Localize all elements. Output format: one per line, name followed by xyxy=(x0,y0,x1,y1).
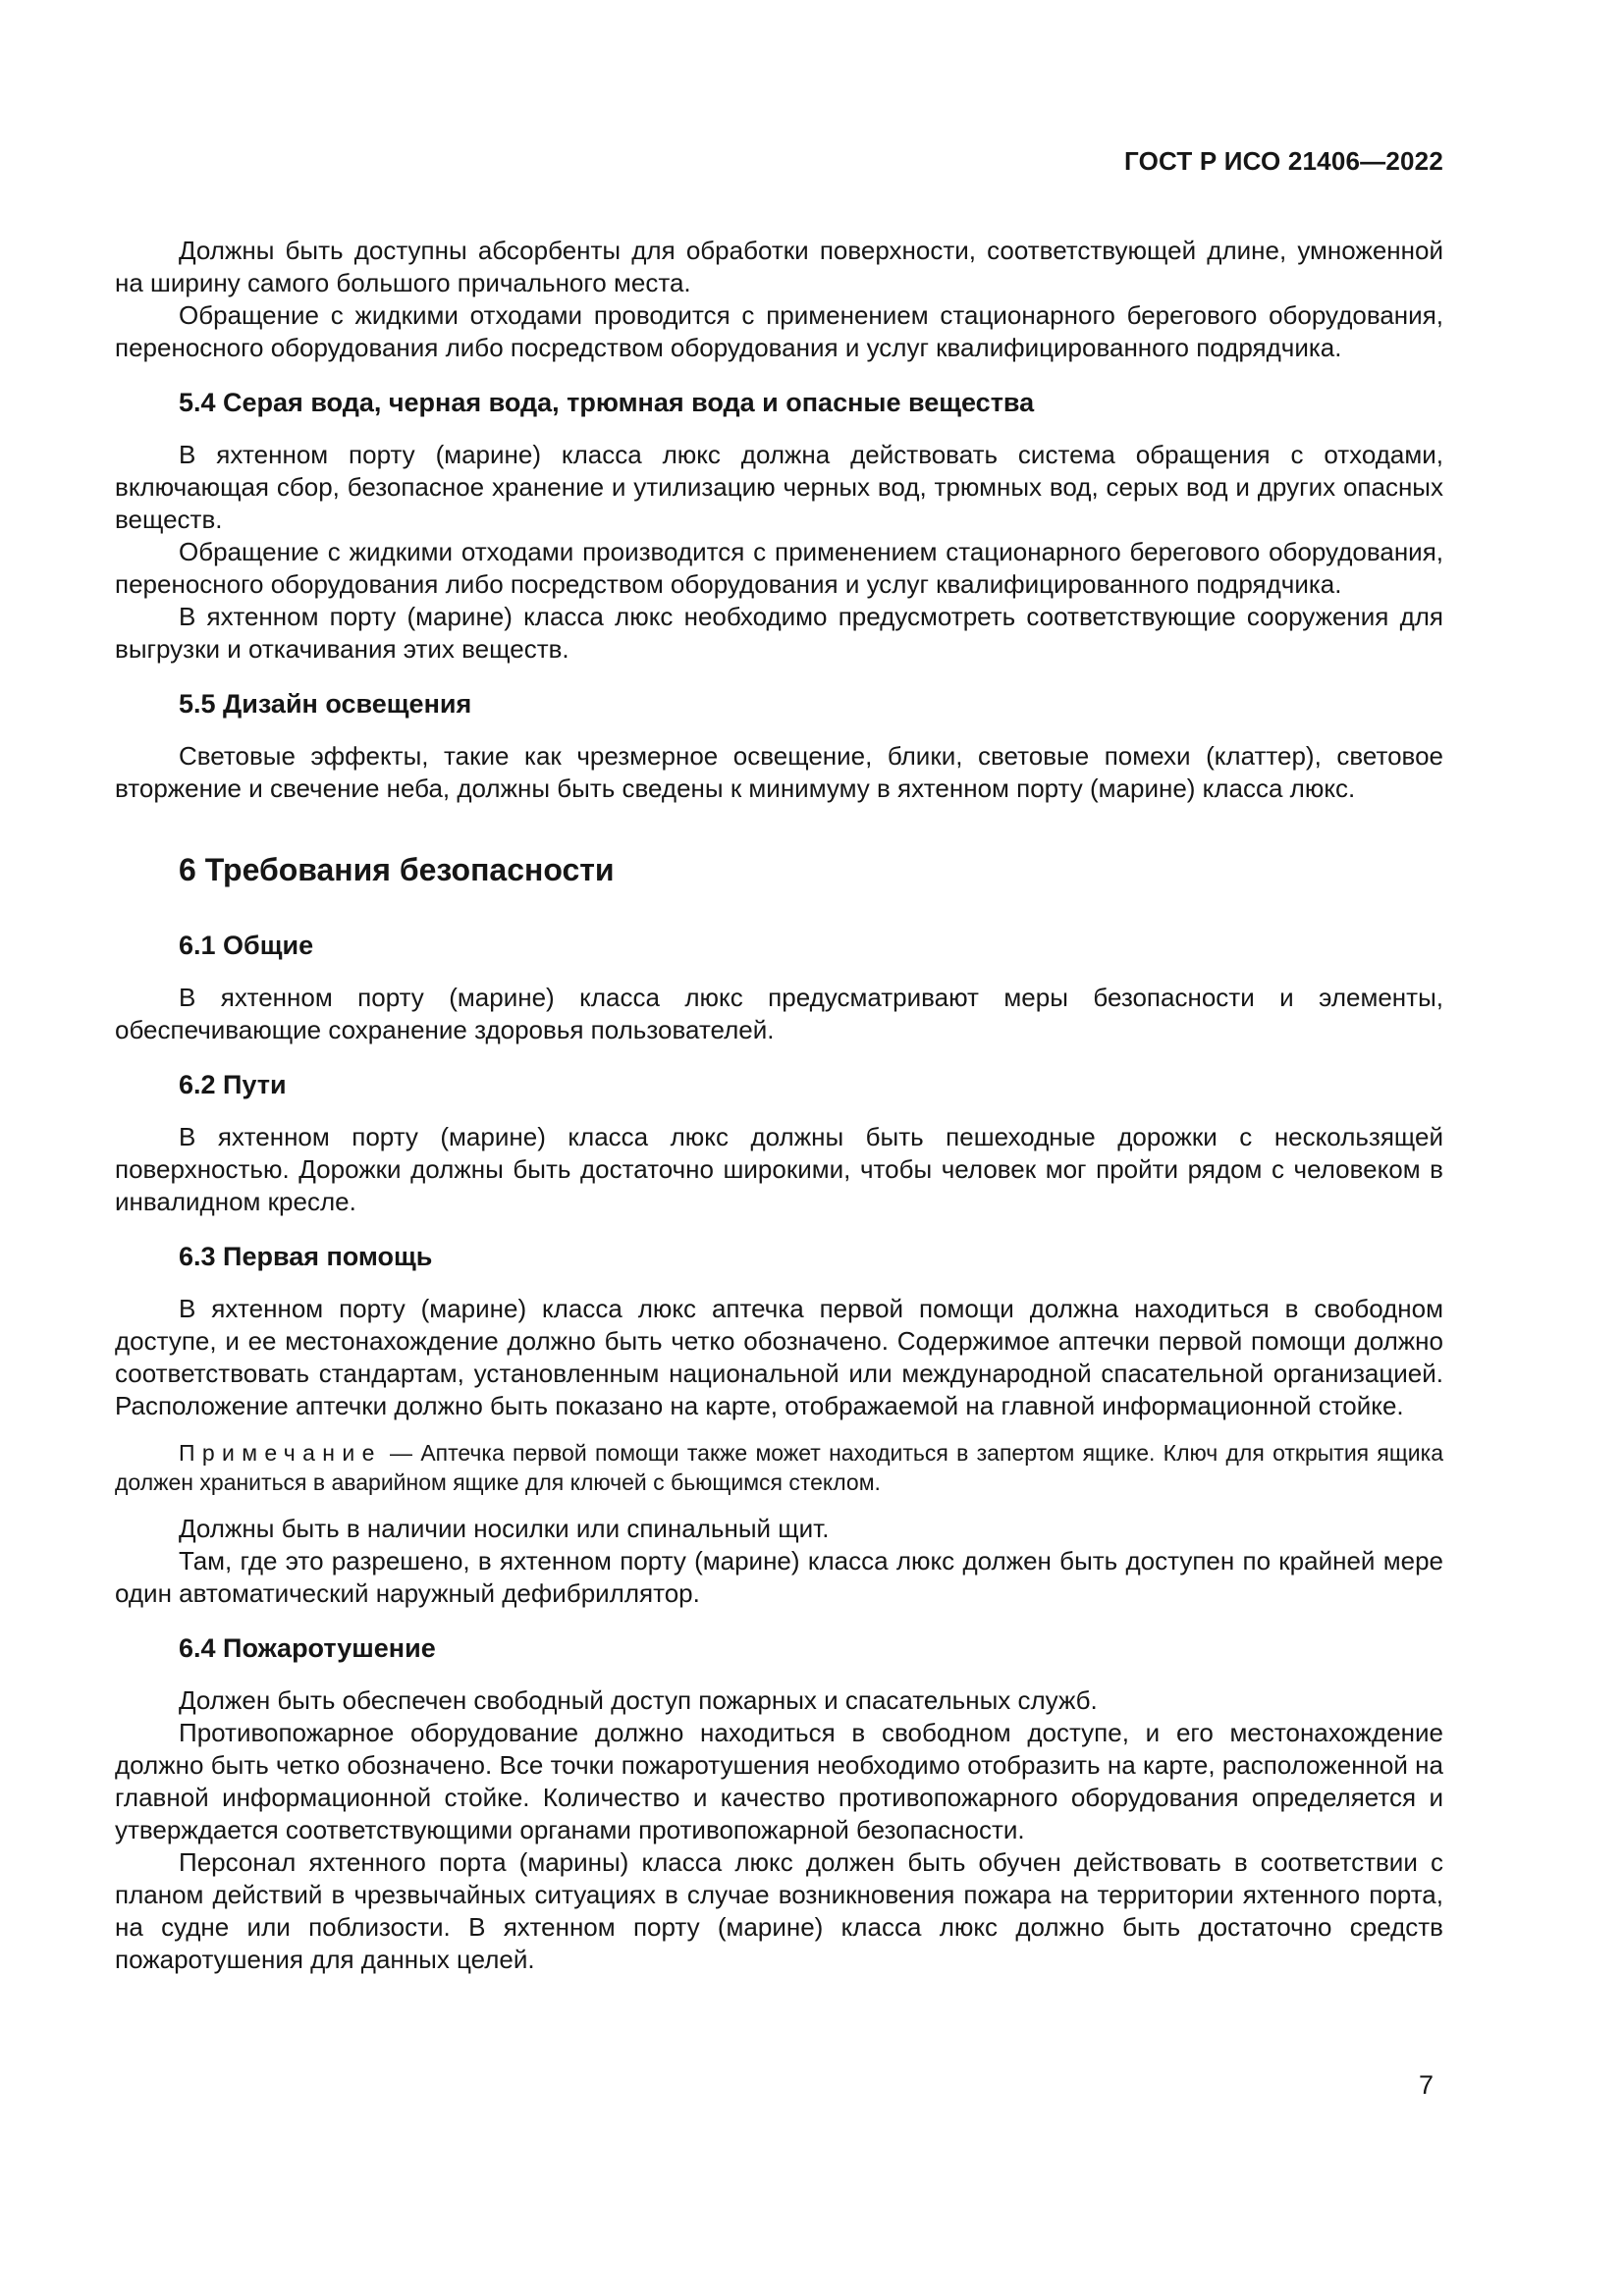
paragraph-5-4-2: Обращение с жидкими отходами производится с применением стационарного берегового оборудования, переносного оборудования либо посредством оборудования и услуг квалифицированного подрядчика. xyxy=(115,537,1443,599)
paragraph-intro-2: Обращение с жидкими отходами проводится с применением стационарного берегового оборудования, переносного оборудования либо посредством оборудования и услуг квалифицированного подрядчика. xyxy=(115,300,1443,362)
note-text: — Аптечка первой помощи также может находиться в запертом ящике. Ключ для открытия ящика должен храниться в аварийном ящике для ключей с бьющимся стеклом. xyxy=(115,1440,1444,1495)
heading-6-1: 6.1 Общие xyxy=(179,931,314,960)
note-6-3 xyxy=(115,1438,1443,1497)
heading-6-3: 6.3 Первая помощь xyxy=(179,1242,433,1271)
paragraph-6-3-2: Должны быть в наличии носилки или спинальный щит. xyxy=(179,1514,830,1543)
paragraph-6-4-2: Противопожарное оборудование должно находиться в свободном доступе, и его местонахождение должно быть четко обозначено. Все точки пожаротушения необходимо отобразить на карте, расположенной на главной информационной стойке. Количество и качество противопожарного оборудования определяется и утверждается соответствующими органами противопожарной безопасности. xyxy=(115,1718,1443,1844)
heading-6-4: 6.4 Пожаротушение xyxy=(179,1633,436,1663)
heading-6-2: 6.2 Пути xyxy=(179,1070,287,1099)
paragraph-6-3-3: Там, где это разрешено, в яхтенном порту (марине) класса люкс должен быть доступен по крайней мере один автоматический наружный дефибриллятор. xyxy=(115,1546,1443,1608)
heading-5-4: 5.4 Серая вода, черная вода, трюмная вода и опасные вещества xyxy=(179,388,1035,417)
heading-5-5: 5.5 Дизайн освещения xyxy=(179,689,472,719)
page-number: 7 xyxy=(1418,2070,1434,2100)
paragraph-intro-1: Должны быть доступны абсорбенты для обработки поверхности, соответствующей длине, умноженной на ширину самого большого причального места. xyxy=(115,236,1443,297)
note-label: Примечание xyxy=(179,1440,382,1466)
paragraph-6-4-1: Должен быть обеспечен свободный доступ пожарных и спасательных служб. xyxy=(179,1685,1098,1715)
paragraph-6-2-1: В яхтенном порту (марине) класса люкс должны быть пешеходные дорожки с нескользящей поверхностью. Дорожки должны быть достаточно широкими, чтобы человек мог пройти рядом с человеком в инвалидном кресле. xyxy=(115,1122,1443,1216)
paragraph-6-1-1: В яхтенном порту (марине) класса люкс предусматривают меры безопасности и элементы, обеспечивающие сохранение здоровья пользователей. xyxy=(115,983,1443,1044)
heading-chapter-6: 6 Требования безопасности xyxy=(179,852,615,887)
paragraph-5-4-1: В яхтенном порту (марине) класса люкс должна действовать система обращения с отходами, включающая сбор, безопасное хранение и утилизацию черных вод, трюмных вод, серых вод и других опасных веществ. xyxy=(115,440,1443,534)
paragraph-5-5-1: Световые эффекты, такие как чрезмерное освещение, блики, световые помехи (клаттер), световое вторжение и свечение неба, должны быть сведены к минимуму в яхтенном порту (марине) класса люкс. xyxy=(115,741,1443,803)
paragraph-6-4-3: Персонал яхтенного порта (марины) класса люкс должен быть обучен действовать в соответствии с планом действий в чрезвычайных ситуациях в случае возникновения пожара на территории яхтенного порта, на судне или поблизости. В яхтенном порту (марине) класса люкс должно быть достаточно средств пожаротушения для данных целей. xyxy=(115,1847,1443,1974)
paragraph-6-3-1: В яхтенном порту (марине) класса люкс аптечка первой помощи должна находиться в свободном доступе, и ее местонахождение должно быть четко обозначено. Содержимое аптечки первой помощи должно соответствовать стандартам, установленным национальной или международной спасательной организацией. Расположение аптечки должно быть показано на карте, отображаемой на главной информационной стойке. xyxy=(115,1294,1443,1420)
paragraph-5-4-3: В яхтенном порту (марине) класса люкс необходимо предусмотреть соответствующие сооружения для выгрузки и откачивания этих веществ. xyxy=(115,602,1443,664)
running-header: ГОСТ Р ИСО 21406—2022 xyxy=(1123,146,1443,176)
page-content xyxy=(115,145,1443,1976)
